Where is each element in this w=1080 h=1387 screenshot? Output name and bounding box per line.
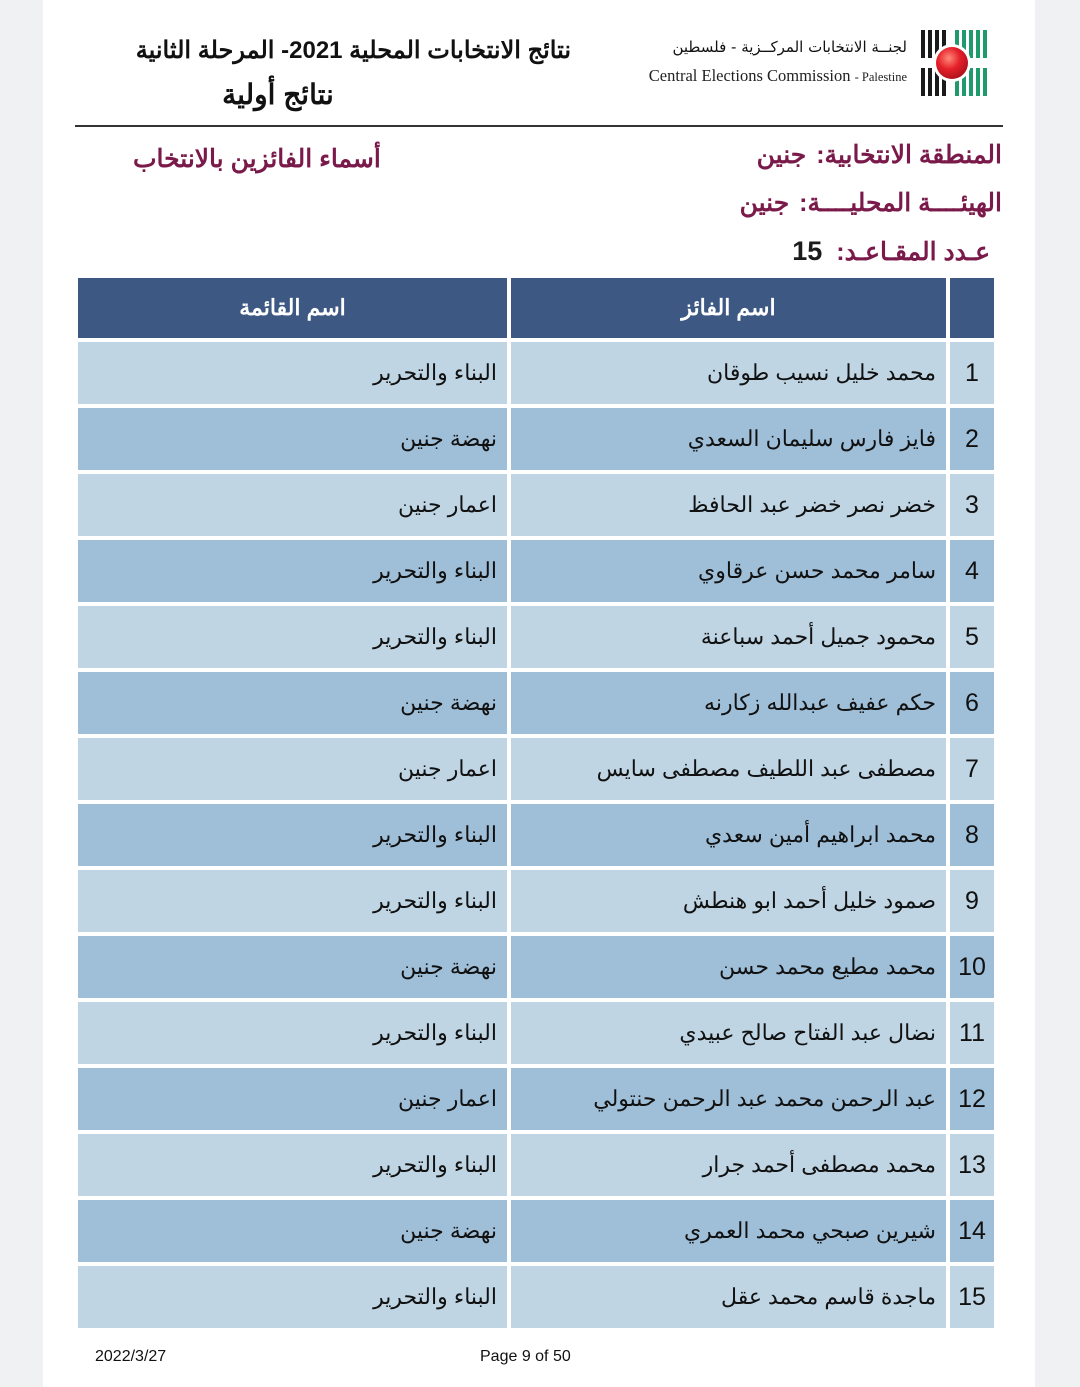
local-body-info (740, 188, 1002, 218)
logo-name-arabic: لجنــة الانتخابات المركــزية - فلسطين (672, 38, 907, 56)
cell-winner-name: محمد ابراهيم أمين سعدي (511, 804, 946, 866)
cell-winner-name: محمد مصطفى أحمد جرار (511, 1134, 946, 1196)
table-row (78, 408, 994, 470)
cell-number: 7 (950, 738, 994, 800)
table-row (78, 540, 994, 602)
cell-list-name: البناء والتحرير (78, 1266, 507, 1328)
cell-number: 1 (950, 342, 994, 404)
cell-number: 13 (950, 1134, 994, 1196)
document-subtitle: نتائج أولية (222, 79, 334, 110)
cec-logo (597, 28, 987, 98)
cell-winner-name: ماجدة قاسم محمد عقل (511, 1266, 946, 1328)
cell-number: 2 (950, 408, 994, 470)
table-row (78, 606, 994, 668)
cell-winner-name: محمد مطيع محمد حسن (511, 936, 946, 998)
logo-name-english (649, 66, 907, 86)
cell-list-name: اعمار جنين (78, 1068, 507, 1130)
table-header-row (78, 278, 994, 338)
cell-number: 15 (950, 1266, 994, 1328)
cell-winner-name: عبد الرحمن محمد عبد الرحمن حنتولي (511, 1068, 946, 1130)
document-title: نتائج الانتخابات المحلية 2021- المرحلة الثانية (135, 37, 571, 64)
table-row (78, 738, 994, 800)
cell-list-name: نهضة جنين (78, 408, 507, 470)
column-header-number (950, 278, 994, 338)
cell-winner-name: صمود خليل أحمد ابو هنطش (511, 870, 946, 932)
cell-list-name: اعمار جنين (78, 738, 507, 800)
cell-number: 9 (950, 870, 994, 932)
cell-list-name: نهضة جنين (78, 936, 507, 998)
cell-winner-name: خضر نصر خضر عبد الحافظ (511, 474, 946, 536)
cell-number: 6 (950, 672, 994, 734)
cell-number: 8 (950, 804, 994, 866)
cell-number: 4 (950, 540, 994, 602)
cell-winner-name: حكم عفيف عبدالله زكارنه (511, 672, 946, 734)
seats-value: 15 (792, 236, 823, 266)
cell-list-name: البناء والتحرير (78, 342, 507, 404)
cell-number: 10 (950, 936, 994, 998)
district-info (757, 140, 1002, 170)
cell-number: 11 (950, 1002, 994, 1064)
district-value: جنين (756, 141, 807, 169)
table-row (78, 1068, 994, 1130)
cell-list-name: نهضة جنين (78, 1200, 507, 1262)
cell-winner-name: محمود جميل أحمد سباعنة (511, 606, 946, 668)
cell-list-name: البناء والتحرير (78, 1002, 507, 1064)
cell-number: 14 (950, 1200, 994, 1262)
cell-winner-name: محمد خليل نسيب طوقان (511, 342, 946, 404)
table-row (78, 342, 994, 404)
seats-label: عـدد المقـاعـد: (836, 238, 990, 266)
table-row (78, 1134, 994, 1196)
seats-info (792, 236, 990, 267)
column-header-winner-name: اسم الفائز (511, 278, 946, 338)
cell-list-name: البناء والتحرير (78, 870, 507, 932)
cell-list-name: اعمار جنين (78, 474, 507, 536)
document-page (43, 0, 1035, 1387)
table-row (78, 474, 994, 536)
cell-number: 3 (950, 474, 994, 536)
logo-name-en-suffix: - Palestine (854, 70, 907, 84)
table-row (78, 1266, 994, 1328)
footer-date: 2022/3/27 (95, 1348, 167, 1365)
table-row (78, 672, 994, 734)
footer-page-number: Page 9 of 50 (480, 1348, 571, 1365)
table-row (78, 1002, 994, 1064)
table-row (78, 870, 994, 932)
column-header-list-name: اسم القائمة (78, 278, 507, 338)
cell-number: 5 (950, 606, 994, 668)
winners-section-title: أسماء الفائزين بالانتخاب (133, 145, 381, 173)
winners-table (74, 274, 998, 1332)
table-row (78, 936, 994, 998)
cell-winner-name: نضال عبد الفتاح صالح عبيدي (511, 1002, 946, 1064)
table-row (78, 804, 994, 866)
cell-winner-name: شيرين صبحي محمد العمري (511, 1200, 946, 1262)
table-row (78, 1200, 994, 1262)
cell-list-name: نهضة جنين (78, 672, 507, 734)
cell-list-name: البناء والتحرير (78, 1134, 507, 1196)
cell-list-name: البناء والتحرير (78, 540, 507, 602)
logo-name-en: Central Elections Commission (648, 66, 851, 85)
header-divider (75, 125, 1003, 127)
local-body-label: الهيئــــة المحليــــة: (799, 189, 1002, 217)
cec-logo-icon (921, 30, 987, 96)
district-label: المنطقة الانتخابية: (816, 141, 1002, 169)
cell-winner-name: سامر محمد حسن عرقاوي (511, 540, 946, 602)
cell-list-name: البناء والتحرير (78, 606, 507, 668)
cell-list-name: البناء والتحرير (78, 804, 507, 866)
cell-winner-name: فايز فارس سليمان السعدي (511, 408, 946, 470)
local-body-value: جنين (739, 189, 790, 217)
cell-number: 12 (950, 1068, 994, 1130)
cell-winner-name: مصطفى عبد اللطيف مصطفى سايس (511, 738, 946, 800)
